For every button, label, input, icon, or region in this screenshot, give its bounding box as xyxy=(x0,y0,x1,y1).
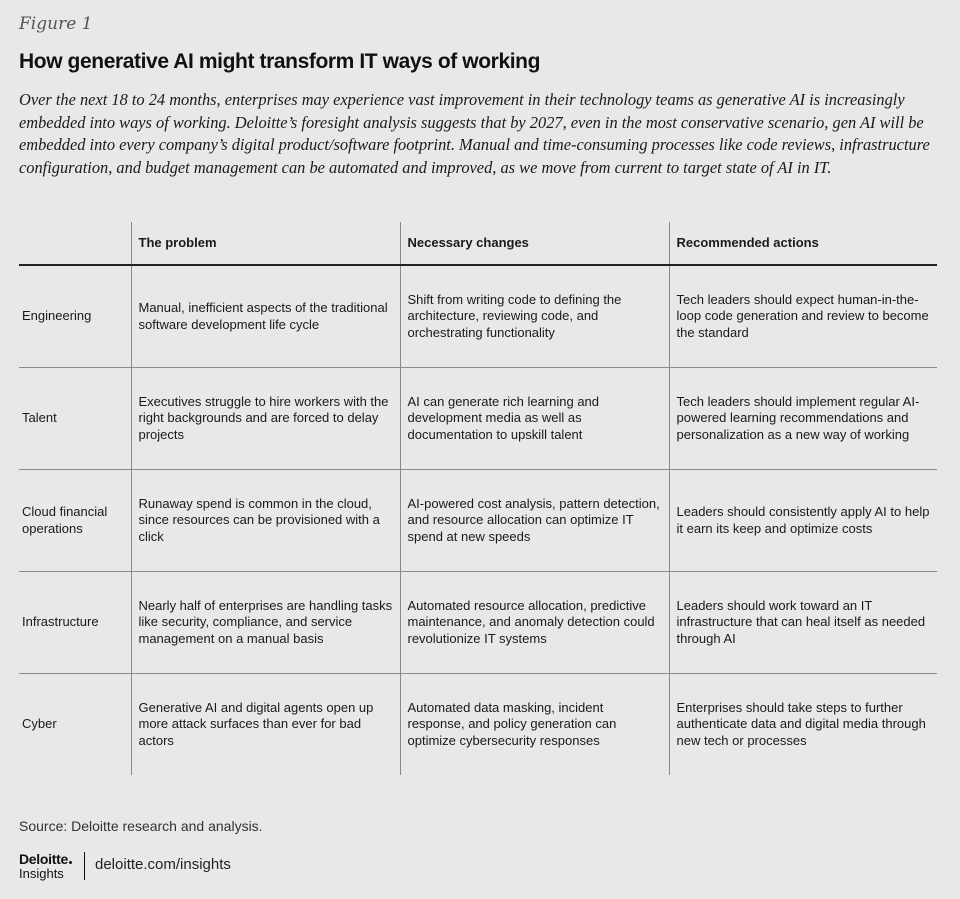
row-changes: Automated resource allocation, predictive maintenance, and anomaly detection could revolutionize IT systems xyxy=(400,572,669,674)
row-actions: Tech leaders should implement regular AI-powered learning recommendations and personalization as a new way of working xyxy=(669,368,937,470)
logo-brand: Deloitte xyxy=(19,851,68,867)
row-area: Cyber xyxy=(22,716,57,732)
table-row xyxy=(19,368,937,470)
row-problem: Nearly half of enterprises are handling tasks like security, compliance, and service management on a manual basis xyxy=(131,572,400,674)
row-area: Cloud financial operations xyxy=(19,470,131,572)
header-area xyxy=(19,222,131,265)
row-actions: Leaders should consistently apply AI to help it earn its keep and optimize costs xyxy=(669,470,937,572)
comparison-table xyxy=(19,222,937,775)
row-changes: AI can generate rich learning and development media as well as documentation to upskill talent xyxy=(400,368,669,470)
source-note: Source: Deloitte research and analysis. xyxy=(19,818,263,834)
table-row xyxy=(19,470,937,572)
row-area: Talent xyxy=(19,368,131,470)
intro-paragraph: Over the next 18 to 24 months, enterprises may experience vast improvement in their technology teams as generative AI is increasingly embedded into ways of working. Deloitte’s foresight analysis suggests that by 2027, even in the most conservative scenario, gen AI will be embedded into every company’s digital product/software footprint. Manual and time-consuming processes like code reviews, infrastructure configuration, and budget management can be automated and improved, as we move from current to target state of AI in IT. xyxy=(19,90,930,177)
row-problem: Runaway spend is common in the cloud, since resources can be provisioned with a click xyxy=(131,470,400,572)
logo-subtitle: Insights xyxy=(19,866,64,881)
table-header-row xyxy=(19,222,937,265)
row-problem: Generative AI and digital agents open up more attack surfaces than ever for bad actors xyxy=(131,674,400,776)
row-problem: Manual, inefficient aspects of the traditional software development life cycle xyxy=(131,265,400,368)
page-title: How generative AI might transform IT ways of working xyxy=(19,50,541,73)
table-row xyxy=(19,674,937,776)
table-row xyxy=(19,572,937,674)
deloitte-logo xyxy=(19,852,72,881)
row-changes: AI-powered cost analysis, pattern detection, and resource allocation can optimize IT spend at new speeds xyxy=(400,470,669,572)
row-changes: Automated data masking, incident response, and policy generation can optimize cybersecurity responses xyxy=(400,674,669,776)
row-area: Engineering xyxy=(19,265,131,368)
table-row xyxy=(19,265,937,368)
row-actions: Enterprises should take steps to further authenticate data and digital media through new tech or processes xyxy=(669,674,937,776)
row-actions: Tech leaders should expect human-in-the-loop code generation and review to become the standard xyxy=(669,265,937,368)
row-changes: Shift from writing code to defining the architecture, reviewing code, and orchestrating functionality xyxy=(400,265,669,368)
header-problem: The problem xyxy=(131,222,400,265)
figure-label: Figure 1 xyxy=(19,14,93,34)
logo-dot xyxy=(69,861,72,864)
site-link[interactable]: deloitte.com/insights xyxy=(95,856,231,873)
row-actions: Leaders should work toward an IT infrastructure that can heal itself as needed through AI xyxy=(669,572,937,674)
header-actions: Recommended actions xyxy=(669,222,937,265)
row-problem: Executives struggle to hire workers with the right backgrounds and are forced to delay projects xyxy=(131,368,400,470)
header-changes: Necessary changes xyxy=(400,222,669,265)
footer-divider xyxy=(84,852,85,880)
row-area: Infrastructure xyxy=(19,572,131,674)
